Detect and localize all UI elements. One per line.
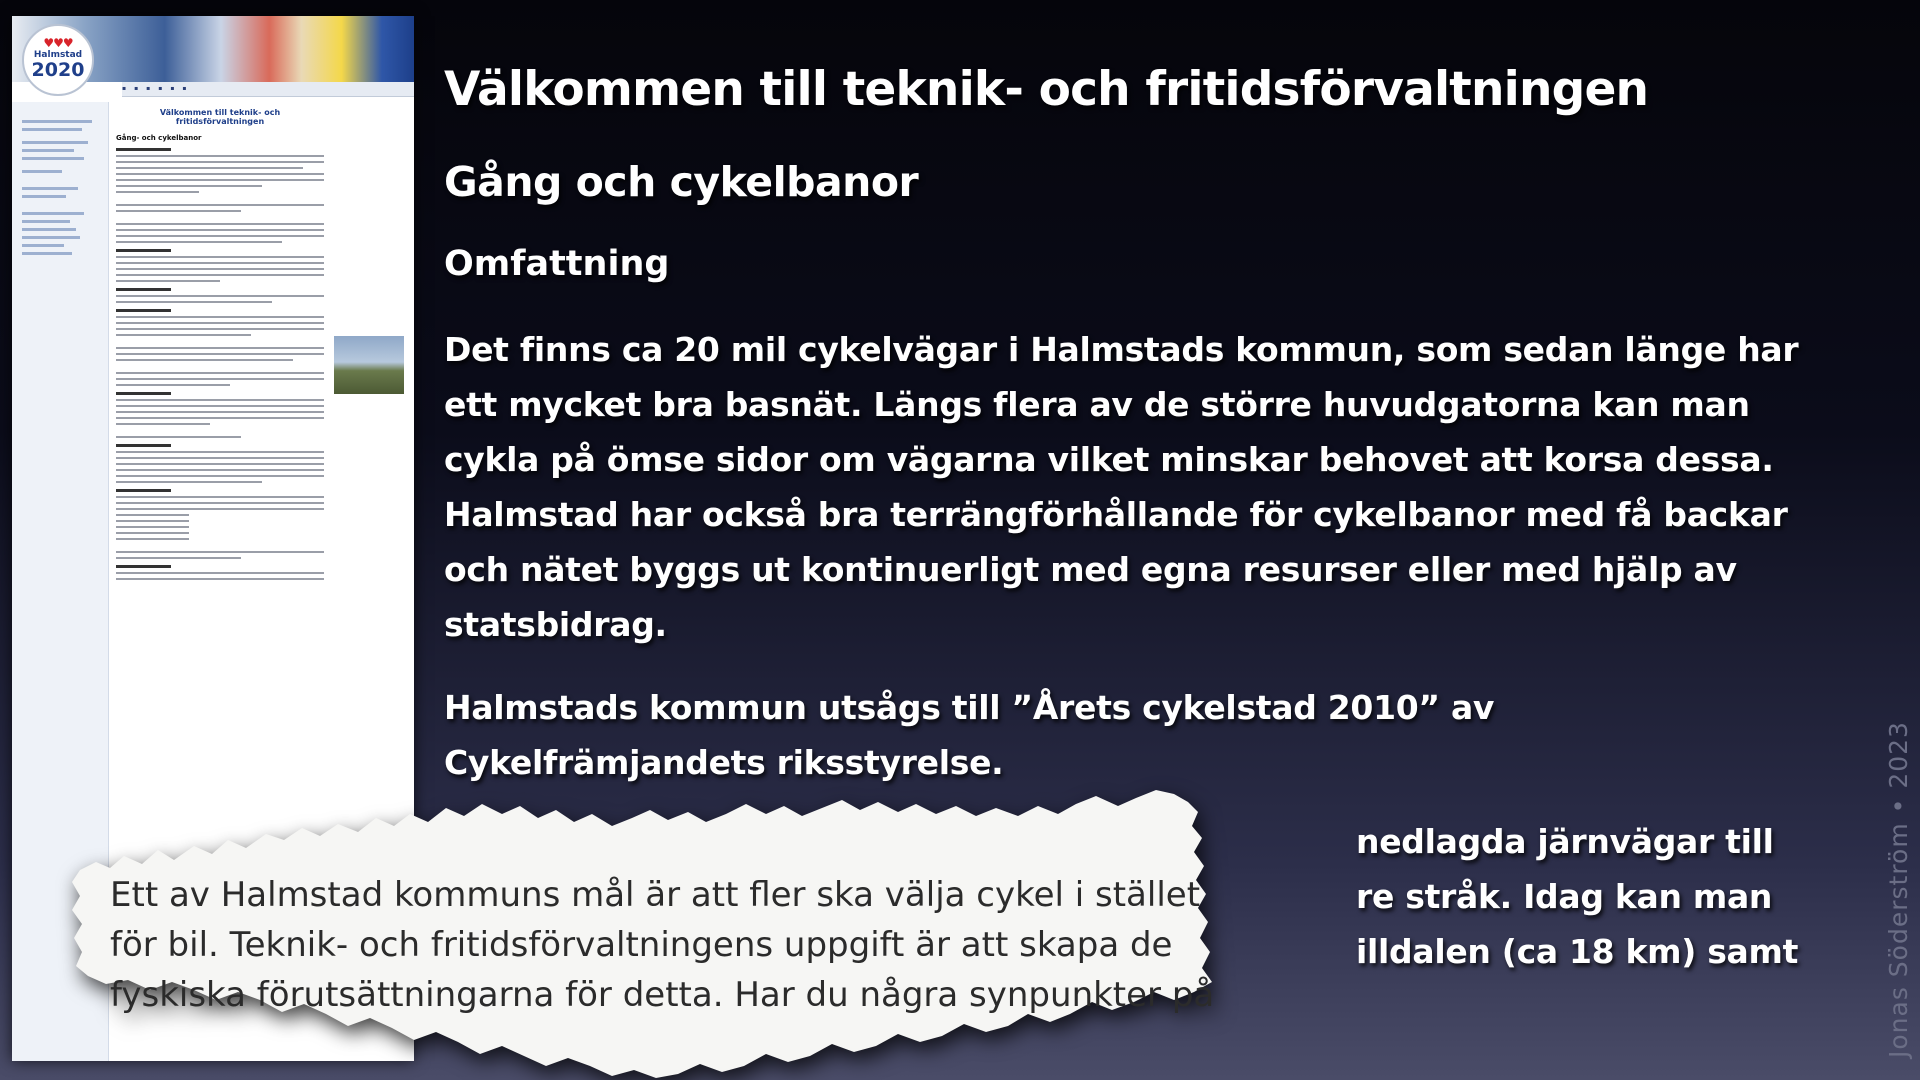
clipping-text	[110, 870, 1330, 1020]
logo-year: 2020	[31, 59, 85, 81]
clipping-line: för bil. Teknik- och fritidsförvaltningens uppgift är att skapa de	[110, 925, 1173, 965]
halmstad-2020-logo	[22, 24, 94, 96]
webpage-title: Välkommen till teknik- och fritidsförvaltningen	[159, 108, 281, 126]
hearts-icon: ♥♥♥	[43, 36, 73, 50]
webpage-photo-caption	[334, 400, 404, 403]
body-paragraph-2: Halmstads kommun utsågs till ”Årets cykelstad 2010” av Cykelfrämjandets riksstyrelse.	[444, 688, 1495, 782]
webpage-nav-bar: ▪ ▪ ▪ ▪ ▪ ▪	[122, 82, 414, 97]
slide-title: Välkommen till teknik- och fritidsförvaltningen	[444, 62, 1649, 117]
section-heading: Omfattning	[444, 244, 670, 284]
slide-subtitle: Gång och cykelbanor	[444, 158, 919, 206]
body-paragraph-1: Det finns ca 20 mil cykelvägar i Halmstads kommun, som sedan länge har ett mycket bra basnät. Längs flera av de större huvudgatorna kan man cykla på ömse sidor om vägarna vilket minskar behovet att korsa dessa. Halmstad har också bra terrängförhållande för cykelbanor med få backar och nätet byggs ut kontinuerligt med egna resurser eller med hjälp av statsbidrag.	[444, 330, 1799, 644]
body-paragraph-3-fragment: nedlagda järnvägar till	[1356, 822, 1774, 861]
webpage-photo	[334, 336, 404, 394]
body-paragraph-3-fragment: illdalen (ca 18 km) samt	[1356, 932, 1799, 971]
webpage-main-content	[116, 108, 324, 580]
logo-city: Halmstad	[33, 50, 83, 60]
webpage-subtitle: Gång- och cykelbanor	[116, 134, 202, 142]
torn-paper-clipping	[66, 770, 1346, 1080]
author-credit: Jonas Söderström • 2023	[1884, 721, 1913, 1058]
body-paragraph-3-fragment: re stråk. Idag kan man	[1356, 877, 1773, 916]
clipping-line: fyskiska förutsättningarna för detta. Har du några synpunkter på	[110, 975, 1215, 1015]
webpage-right-column	[332, 116, 406, 119]
clipping-line: Ett av Halmstad kommuns mål är att fler ska välja cykel i stället	[110, 875, 1201, 915]
